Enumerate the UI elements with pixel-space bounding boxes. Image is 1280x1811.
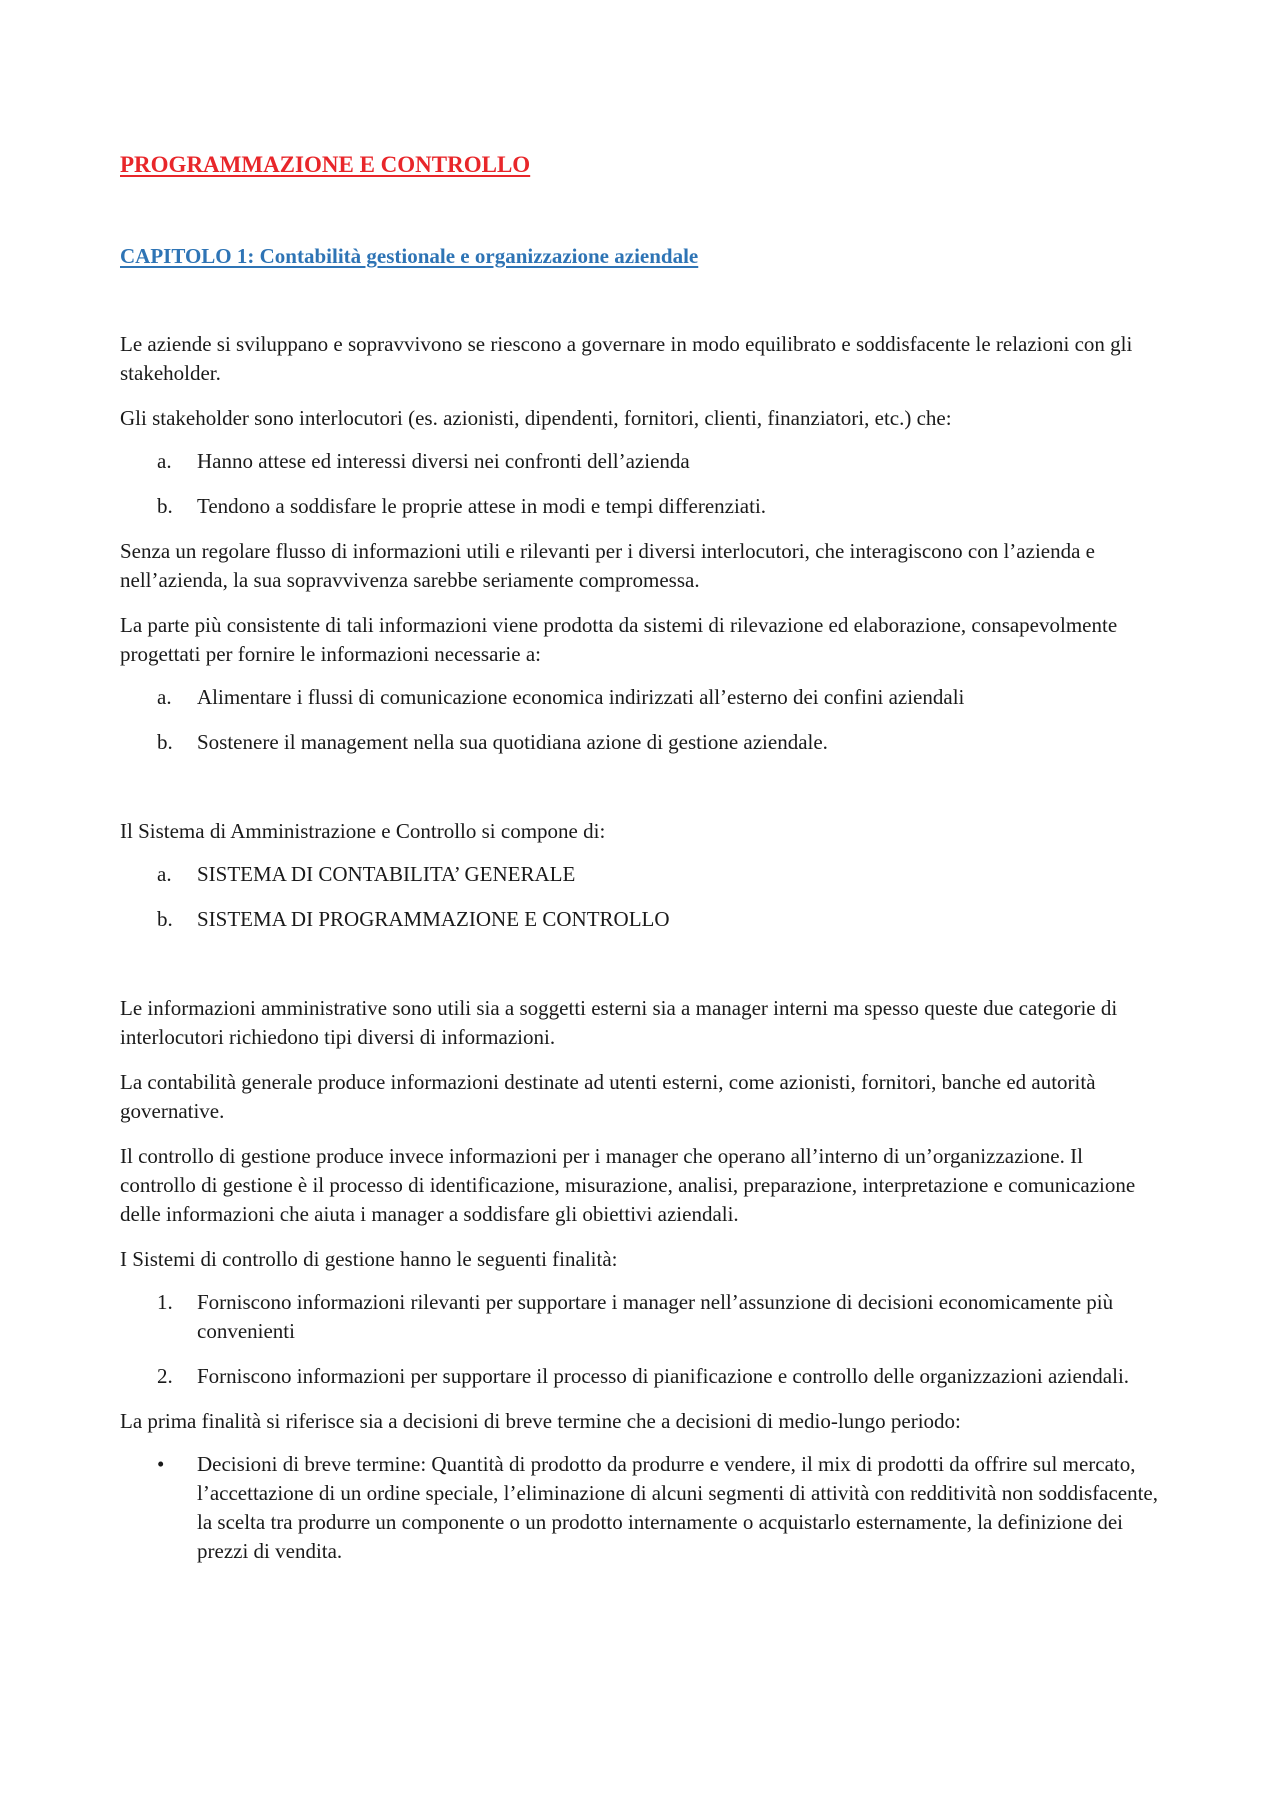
list-marker: b. <box>157 494 173 518</box>
list-item <box>120 860 1160 889</box>
list-purposes <box>120 1288 1160 1391</box>
list-decisions <box>120 1450 1160 1566</box>
list-item-text: Hanno attese ed interessi diversi nei confronti dell’azienda <box>197 449 690 473</box>
list-item <box>120 492 1160 521</box>
list-information <box>120 683 1160 757</box>
list-item <box>120 1288 1160 1346</box>
list-item <box>120 447 1160 476</box>
list-item-text: Decisioni di breve termine: Quantità di prodotto da produrre e vendere, il mix di prodotti da offrire sul mercato, l’accettazione di un ordine speciale, l’eliminazione di alcuni segmenti di attività con redditività non soddisfacente, la scelta tra produrre un componente o un prodotto internamente o acquistarlo esternamente, la definizione dei prezzi di vendita. <box>197 1452 1158 1563</box>
list-item-text: Forniscono informazioni per supportare il processo di pianificazione e controllo delle organizzazioni aziendali. <box>197 1364 1130 1388</box>
paragraph-information-flow: Senza un regolare flusso di informazioni utili e rilevanti per i diversi interlocutori, che interagiscono con l’azienda e nell’azienda, la sua sopravvivenza sarebbe seriamente compromessa. <box>120 539 1095 592</box>
list-item <box>120 683 1160 712</box>
list-item-text: Forniscono informazioni rilevanti per supportare i manager nell’assunzione di decisioni economicamente più convenienti <box>197 1290 1114 1343</box>
list-stakeholders <box>120 447 1160 521</box>
document-title: PROGRAMMAZIONE E CONTROLLO <box>120 152 531 177</box>
list-item <box>120 1450 1160 1566</box>
list-system <box>120 860 1160 934</box>
list-marker: a. <box>157 862 172 886</box>
paragraph-information-systems: La parte più consistente di tali informazioni viene prodotta da sistemi di rilevazione ed elaborazione, consapevolmente progettati per fornire le informazioni necessarie a: <box>120 613 1118 666</box>
chapter-title: CAPITOLO 1: Contabilità gestionale e organizzazione aziendale <box>120 244 699 268</box>
list-item-text: SISTEMA DI PROGRAMMAZIONE E CONTROLLO <box>197 907 670 931</box>
paragraph-stakeholders: Gli stakeholder sono interlocutori (es. azionisti, dipendenti, fornitori, clienti, finanziatori, etc.) che: <box>120 406 952 430</box>
paragraph-intro: Le aziende si sviluppano e sopravvivono se riescono a governare in modo equilibrato e soddisfacente le relazioni con gli stakeholder. <box>120 332 1133 385</box>
list-item-text: Tendono a soddisfare le proprie attese in modi e tempi differenziati. <box>197 494 767 518</box>
paragraph-first-purpose: La prima finalità si riferisce sia a decisioni di breve termine che a decisioni di medio-lungo periodo: <box>120 1409 961 1433</box>
list-item-text: Sostenere il management nella sua quotidiana azione di gestione aziendale. <box>197 730 828 754</box>
list-item-text: SISTEMA DI CONTABILITA’ GENERALE <box>197 862 576 886</box>
bullet-marker: • <box>157 1452 165 1476</box>
list-item <box>120 1362 1160 1391</box>
paragraph-general-accounting: La contabilità generale produce informazioni destinate ad utenti esterni, come azionisti, fornitori, banche ed autorità governative. <box>120 1070 1096 1123</box>
list-marker: 2. <box>157 1364 173 1388</box>
list-marker: b. <box>157 907 173 931</box>
list-marker: 1. <box>157 1290 173 1314</box>
list-item-text: Alimentare i flussi di comunicazione economica indirizzati all’esterno dei confini aziendali <box>197 685 965 709</box>
list-marker: a. <box>157 449 172 473</box>
list-marker: b. <box>157 730 173 754</box>
paragraph-control-purposes: I Sistemi di controllo di gestione hanno le seguenti finalità: <box>120 1247 618 1271</box>
paragraph-administrative-information: Le informazioni amministrative sono utili sia a soggetti esterni sia a manager interni ma spesso queste due categorie di interlocutori richiedono tipi diversi di informazioni. <box>120 996 1118 1049</box>
paragraph-system-composition: Il Sistema di Amministrazione e Controllo si compone di: <box>120 819 606 843</box>
list-item <box>120 905 1160 934</box>
paragraph-management-control: Il controllo di gestione produce invece informazioni per i manager che operano all’interno di un’organizzazione. Il controllo di gestione è il processo di identificazione, misurazione, analisi, preparazione, interpretazione e comunicazione delle informazioni che aiuta i manager a soddisfare gli obiettivi aziendali. <box>120 1144 1136 1226</box>
list-marker: a. <box>157 685 172 709</box>
list-item <box>120 728 1160 757</box>
